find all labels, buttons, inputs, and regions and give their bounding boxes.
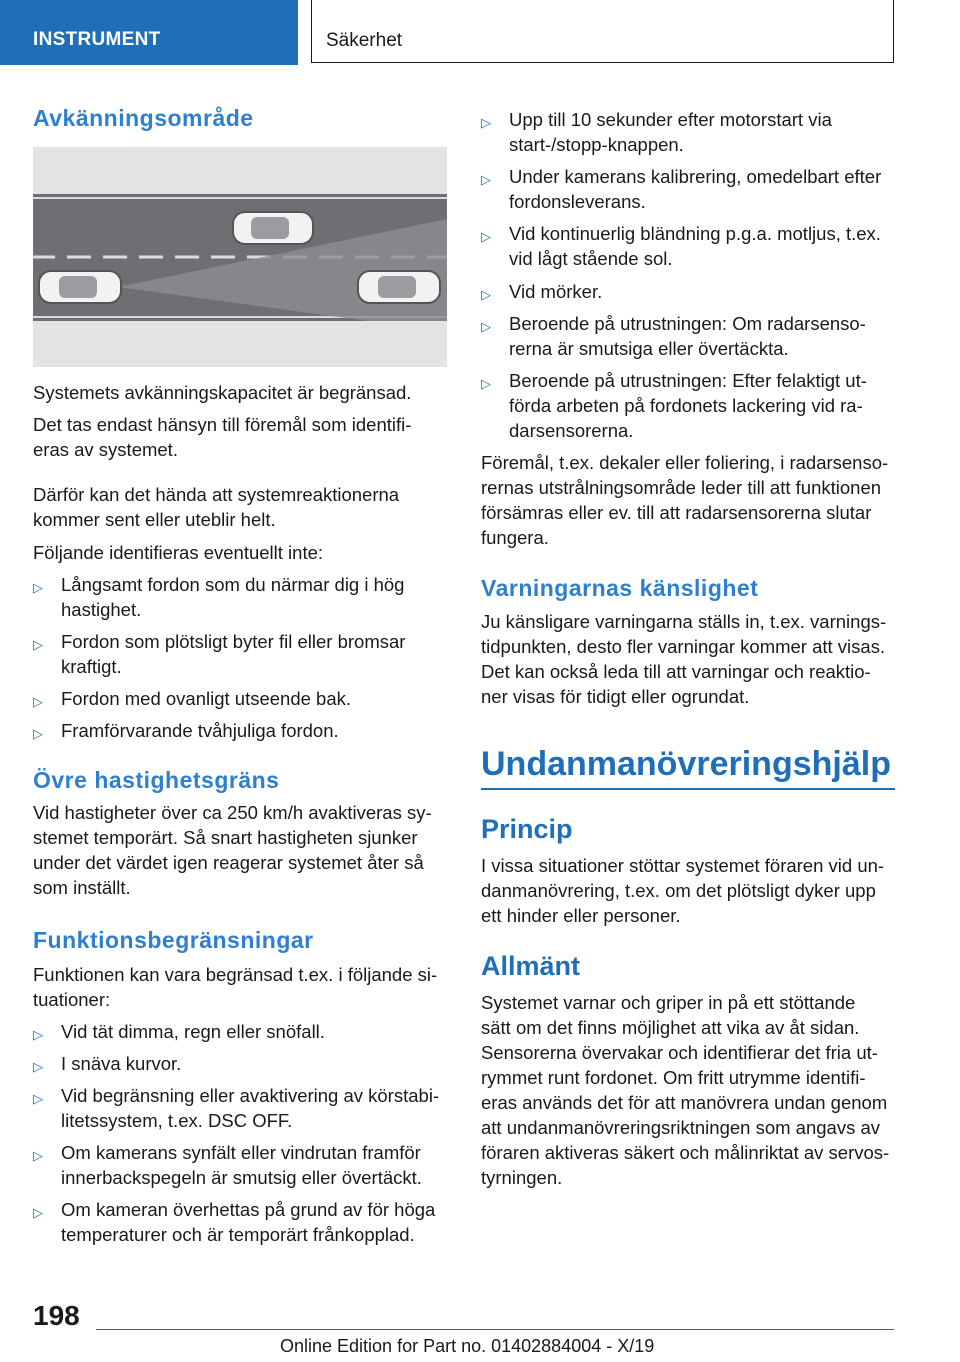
paragraph: eras av systemet.	[33, 439, 178, 460]
triangle-bullet-icon: ▷	[481, 376, 491, 391]
triangle-bullet-icon: ▷	[33, 694, 43, 709]
triangle-bullet-icon: ▷	[33, 1205, 43, 1220]
triangle-bullet-icon: ▷	[481, 287, 491, 302]
paragraph: Det tas endast hänsyn till föremål som identifi-	[33, 414, 412, 435]
paragraph: Därför kan det hända att systemreaktionerna	[33, 484, 400, 505]
section-title: Säkerhet	[326, 30, 403, 51]
car-icon	[233, 212, 313, 244]
car-icon	[358, 271, 440, 303]
heading-funktionsbegransningar: Funktionsbegränsningar	[33, 927, 314, 953]
list-item: ▷ Långsamt fordon som du närmar dig i hög hastighet.	[33, 574, 405, 620]
list-item: ▷ Under kamerans kalibrering, omedelbart efter fordonsleverans.	[481, 166, 882, 212]
triangle-bullet-icon: ▷	[481, 172, 491, 187]
footer-rule	[96, 1329, 894, 1330]
list-item: ▷ Om kamerans synfält eller vindrutan framför innerbackspegeln är smutsig eller övertäckt.	[33, 1142, 422, 1188]
road-diagram	[33, 147, 447, 367]
list-item: ▷ Vid tät dimma, regn eller snöfall.	[33, 1019, 325, 1044]
list-item: ▷ Vid mörker.	[481, 279, 602, 304]
paragraph: tuationer:	[33, 989, 111, 1010]
list-item: ▷ Upp till 10 sekunder efter motorstart via start-/stopp-knappen.	[481, 109, 832, 155]
paragraph: I vissa situationer stöttar systemet föraren vid un- danmanövrering, t.ex. om det plötsligt dyker upp ett hinder eller personer.	[481, 855, 885, 926]
heading-ovre-hastighetsgrans: Övre hastighetsgräns	[33, 767, 280, 793]
list-item: ▷ Om kameran överhettas på grund av för höga temperaturer och är temporärt frånkopplad.	[33, 1199, 436, 1245]
triangle-bullet-icon: ▷	[33, 637, 43, 652]
list-item: ▷ Fordon med ovanligt utseende bak.	[33, 686, 351, 711]
heading-varningarnas-kanslighet: Varningarnas känslighet	[481, 575, 759, 601]
paragraph: Vid hastigheter över ca 250 km/h avaktiveras sy- stemet temporärt. Så snart hastigheten sjunker under det värdet igen reagerar systemet åter så som inställt.	[33, 802, 432, 898]
heading-rule	[481, 788, 895, 790]
paragraph: Systemet varnar och griper in på ett stöttande sätt om det finns möjlighet att vika av åt sidan. Sensorerna övervakar och identifierar det fria ut- rymmet runt fordonet. Om fritt utrymme identifi- eras används det för att manövrera undan genom att undanmanövreringsriktningen som angavs av föraren aktiveras säkert och målinriktat av servos- tyrningen.	[481, 992, 890, 1188]
chapter-tab	[0, 0, 298, 65]
triangle-bullet-icon: ▷	[33, 1148, 43, 1163]
list-item: ▷ Beroende på utrustningen: Om radarsenso- rerna är smutsiga eller övertäckta.	[481, 313, 866, 359]
list-item: ▷ I snäva kurvor.	[33, 1051, 181, 1076]
triangle-bullet-icon: ▷	[481, 115, 491, 130]
triangle-bullet-icon: ▷	[481, 229, 491, 244]
heading-princip: Princip	[481, 814, 573, 844]
triangle-bullet-icon: ▷	[481, 319, 491, 334]
heading-allmant: Allmänt	[481, 951, 581, 981]
list-item: ▷ Vid begränsning eller avaktivering av körstabi- litetssystem, t.ex. DSC OFF.	[33, 1085, 440, 1131]
paragraph: Föremål, t.ex. dekaler eller foliering, i radarsenso- rernas utstrålningsområde leder till att funktionen försämras eller ev. till att radarsensorerna slutar fungera.	[481, 452, 889, 548]
list-item: ▷ Vid kontinuerlig bländning p.g.a. motljus, t.ex. vid lågt stående sol.	[481, 223, 881, 269]
heading-undanmanovreringshjalp: Undanmanövreringshjälp	[481, 745, 891, 783]
triangle-bullet-icon: ▷	[33, 726, 43, 741]
chapter-title: INSTRUMENT	[33, 29, 161, 50]
triangle-bullet-icon: ▷	[33, 1027, 43, 1042]
detection-area-illustration	[33, 147, 447, 367]
paragraph: Funktionen kan vara begränsad t.ex. i följande si-	[33, 964, 438, 985]
section-tab	[311, 0, 894, 63]
heading-avkanningsomrade: Avkänningsområde	[33, 105, 254, 131]
page-number: 198	[33, 1300, 80, 1331]
edition-note: Online Edition for Part no. 01402884004 - X/19	[280, 1336, 655, 1356]
car-icon	[39, 271, 121, 303]
list-item: ▷ Fordon som plötsligt byter fil eller bromsar kraftigt.	[33, 631, 406, 677]
paragraph: Ju känsligare varningarna ställs in, t.ex. varnings- tidpunkten, desto fler varningar kommer att visas. Det kan också leda till att varningar och reaktio- ner visas för tidigt eller ogrundat.	[481, 611, 887, 707]
triangle-bullet-icon: ▷	[33, 580, 43, 595]
paragraph: Följande identifieras eventuellt inte:	[33, 542, 324, 563]
triangle-bullet-icon: ▷	[33, 1091, 43, 1106]
paragraph: kommer sent eller uteblir helt.	[33, 509, 276, 530]
list-item: ▷ Framförvarande tvåhjuliga fordon.	[33, 718, 339, 743]
triangle-bullet-icon: ▷	[33, 1059, 43, 1074]
paragraph: Systemets avkänningskapacitet är begränsad.	[33, 382, 412, 403]
list-item: ▷ Beroende på utrustningen: Efter felaktigt ut- förda arbeten på fordonets lackering vid ra- darsensorerna.	[481, 370, 867, 441]
